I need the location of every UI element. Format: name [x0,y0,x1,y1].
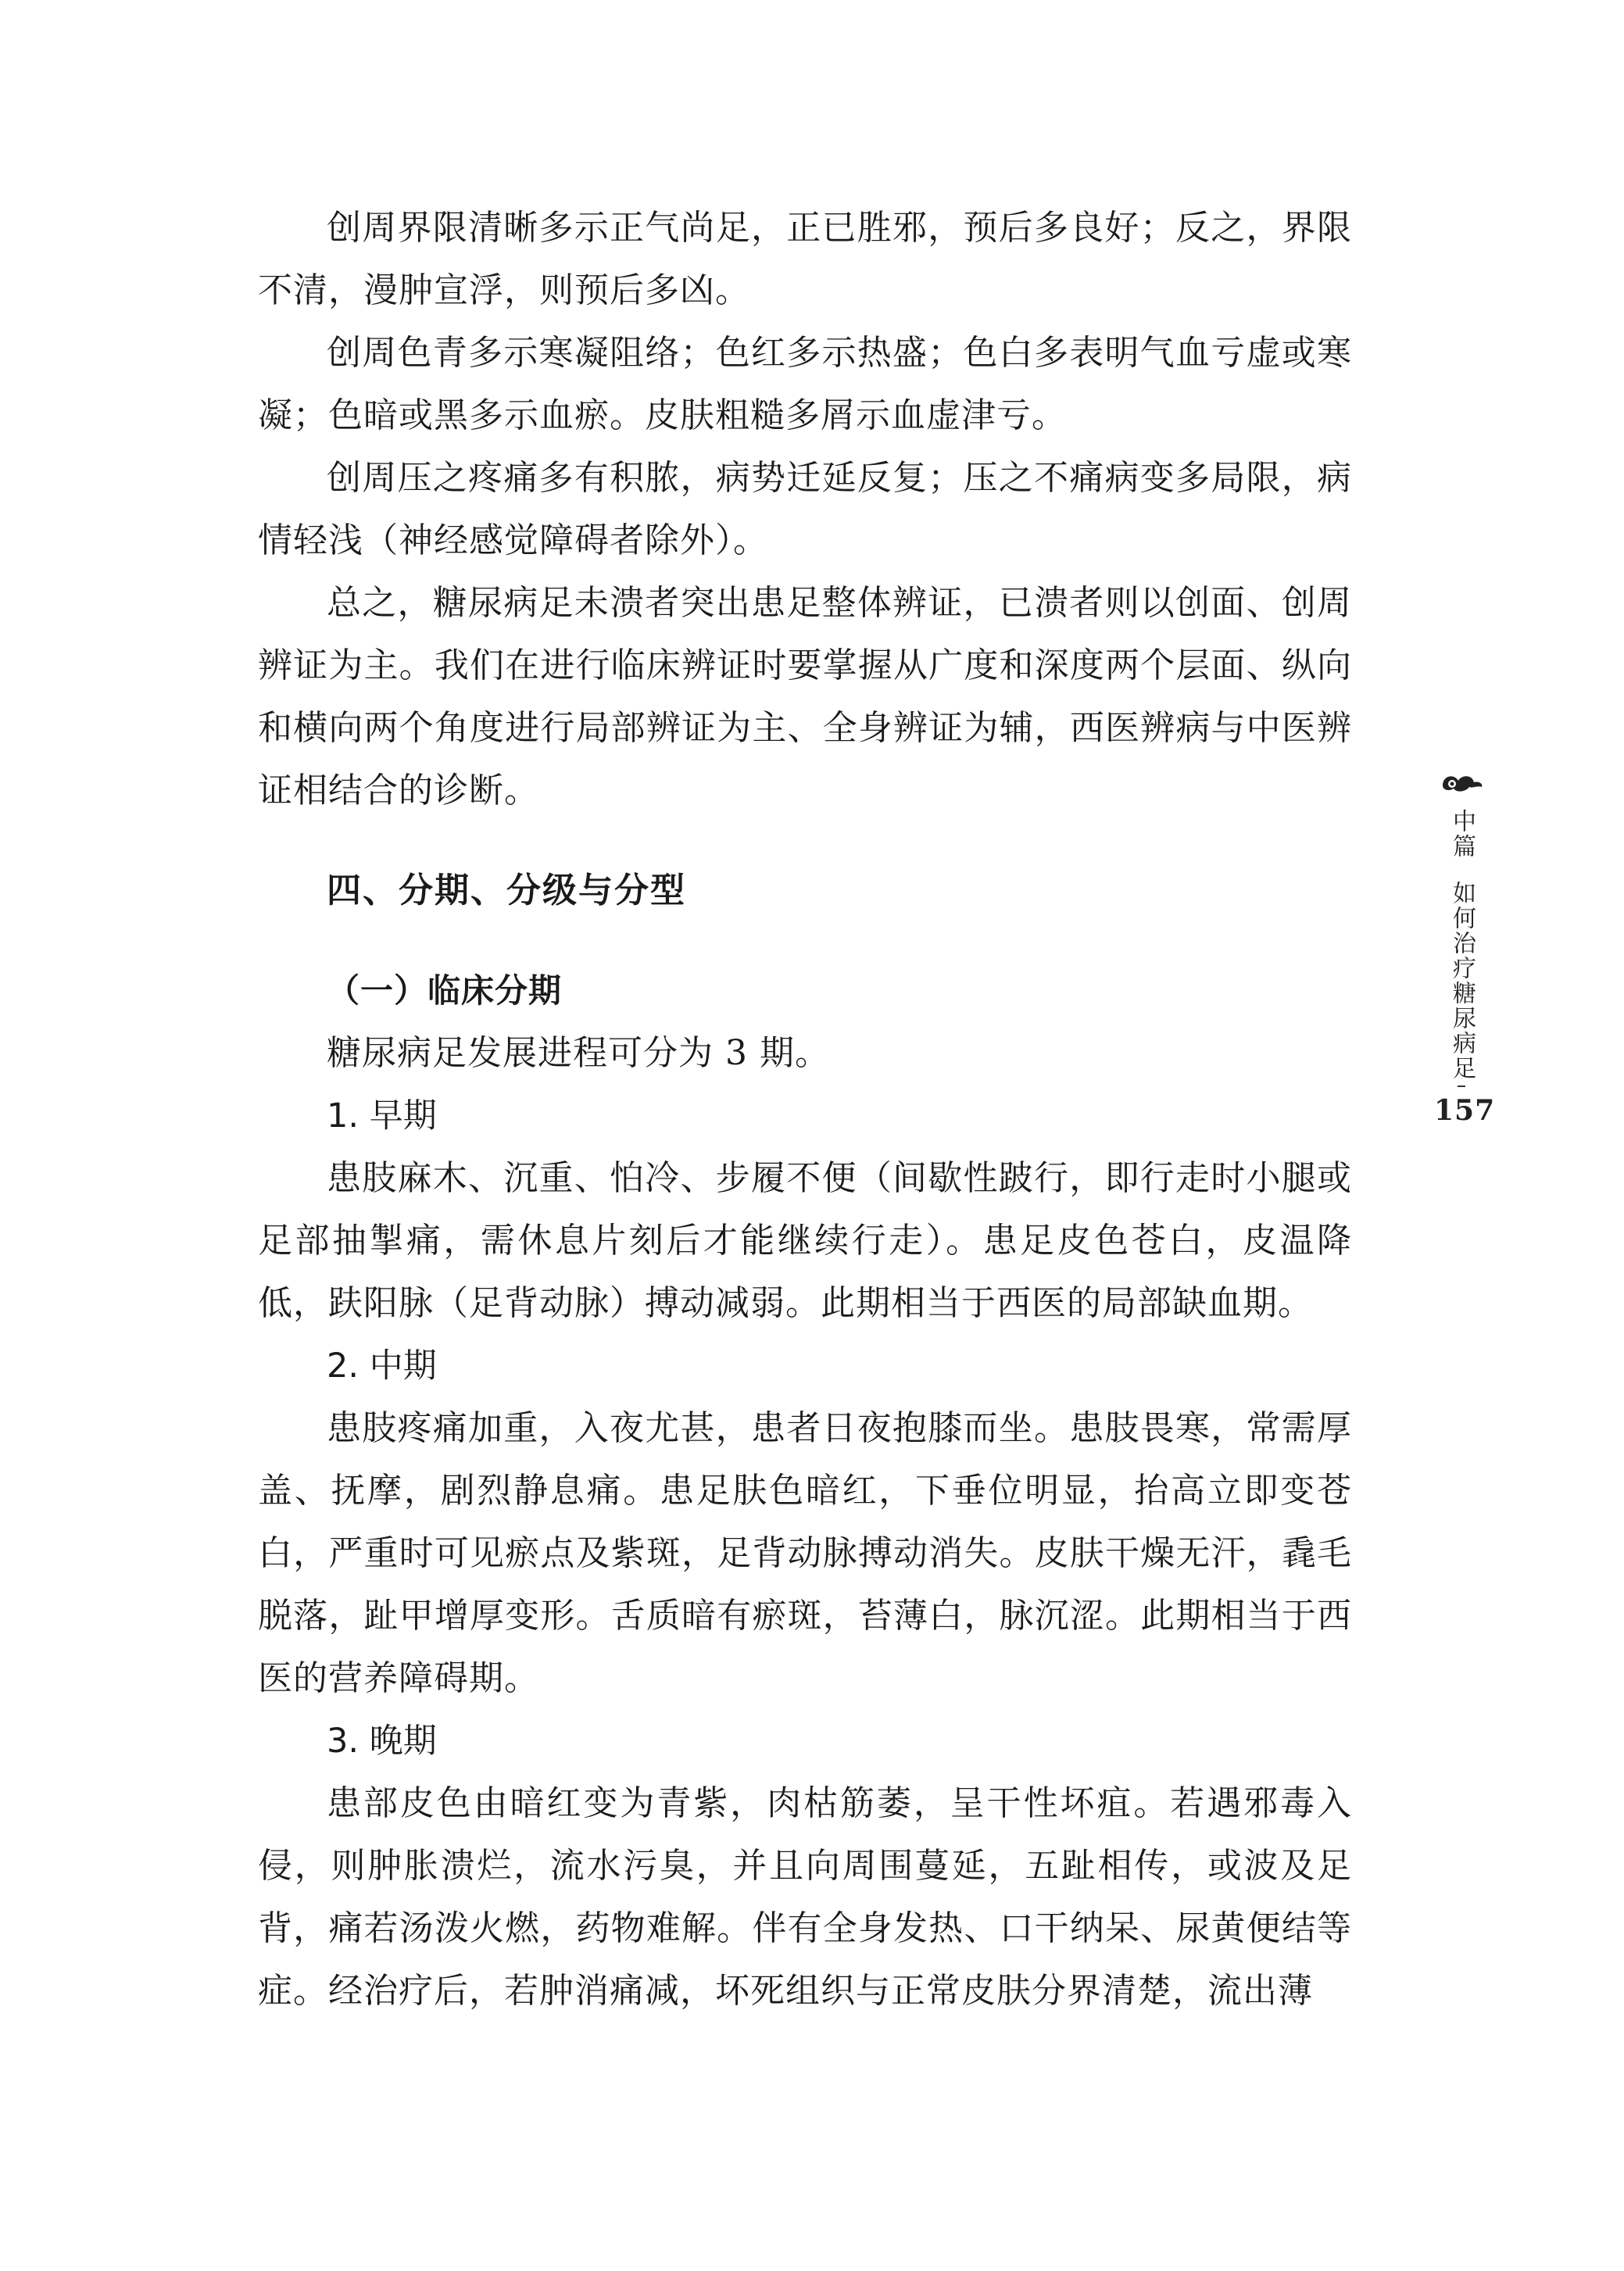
stage-text-late: 患部皮色由暗红变为青紫，肉枯筋萎，呈干性坏疽。若遇邪毒入侵，则肿胀溃烂，流水污臭，并且向周围蔓延，五趾相传，或波及足背，痛若汤泼火燃，药物难解。伴有全身发热、口干纳呆、尿黄便结等症。经治疗后，若肿消痛减，坏死组织与正常皮肤分界清楚，流出薄 [258,1783,1352,2011]
stage-heading-middle: 2. 中期 [327,1347,437,1386]
paragraph-3: 创周压之疼痛多有积脓，病势迁延反复；压之不痛病变多局限，病情轻浅（神经感觉障碍者除外）。 [258,458,1352,560]
cloud-ornament-icon [1438,770,1485,796]
divider-tick [1458,1085,1465,1087]
part-label: 中篇 [1448,809,1476,859]
side-running-header [1434,770,1496,1127]
intro-paragraph: 糖尿病足发展进程可分为 3 期。 [327,1033,830,1073]
page-number: 157 [1434,1094,1496,1127]
paragraph-2: 创周色青多示寒凝阻络；色红多示热盛；色白多表明气血亏虚或寒凝；色暗或黑多示血瘀。皮肤粗糙多屑示血虚津亏。 [258,333,1352,435]
subsection-heading: （一）临床分期 [327,971,563,1010]
page-body [258,197,1352,2022]
chapter-label: 如何治疗糖尿病足 [1448,881,1476,1081]
paragraph-1: 创周界限清晰多示正气尚足，正已胜邪，预后多良好；反之，界限不清，漫肿宣浮，则预后多凶。 [258,208,1352,310]
stage-heading-late: 3. 晚期 [327,1722,437,1761]
stage-text-middle: 患肢疼痛加重，入夜尤甚，患者日夜抱膝而坐。患肢畏寒，常需厚盖、抚摩，剧烈静息痛。患足肤色暗红，下垂位明显，抬高立即变苍白，严重时可见瘀点及紫斑，足背动脉搏动消失。皮肤干燥无汗，毳毛脱落，趾甲增厚变形。舌质暗有瘀斑，苔薄白，脉沉涩。此期相当于西医的营养障碍期。 [258,1408,1352,1698]
stage-text-early: 患肢麻木、沉重、怕冷、步履不便（间歇性跛行，即行走时小腿或足部抽掣痛，需休息片刻后才能继续行走）。患足皮色苍白，皮温降低，趺阳脉（足背动脉）搏动减弱。此期相当于西医的局部缺血期。 [258,1158,1352,1323]
paragraph-4: 总之，糖尿病足未溃者突出患足整体辨证，已溃者则以创面、创周辨证为主。我们在进行临床辨证时要掌握从广度和深度两个层面、纵向和横向两个角度进行局部辨证为主、全身辨证为辅，西医辨病与中医辨证相结合的诊断。 [258,583,1352,810]
stage-heading-early: 1. 早期 [327,1096,437,1136]
section-heading: 四、分期、分级与分型 [327,871,686,910]
